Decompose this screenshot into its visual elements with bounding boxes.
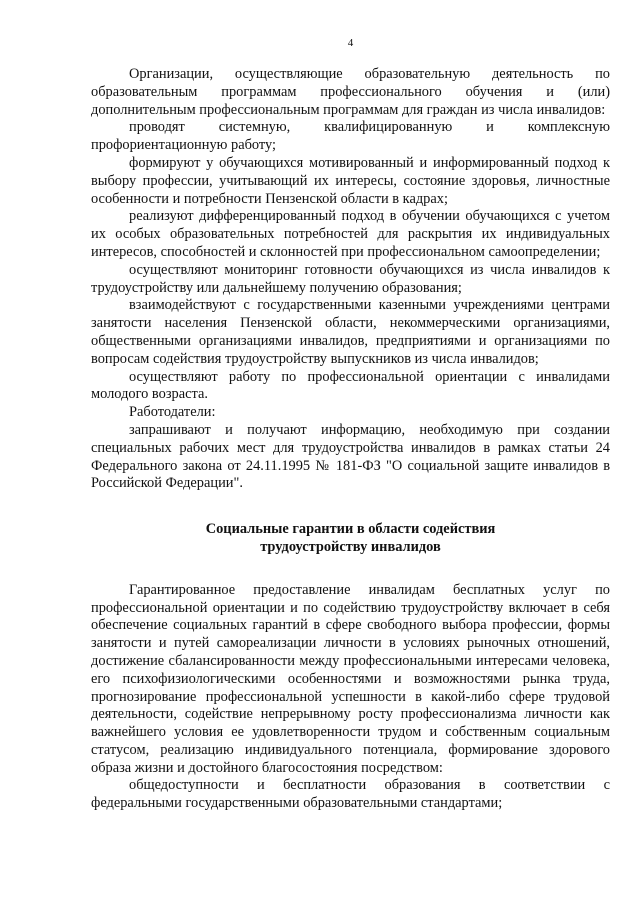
paragraph-form-approach: формируют у обучающихся мотивированный и информированный подход к выбору профессии, учитывающий их интересы, состояние здоровья, личностные особенности и потребности Пензенской области в кадрах; bbox=[91, 154, 610, 207]
paragraph-education-access: общедоступности и бесплатности образования в соответствии с федеральными государственными образовательными стандартами; bbox=[91, 777, 610, 812]
paragraph-differentiated-approach: реализуют дифференцированный подход в обучении обучающихся с учетом их особых образовательных потребностей для раскрытия их индивидуальных интересов, способностей и склонностей при профессиональном самоопределении; bbox=[91, 208, 610, 260]
page-number: 4 bbox=[347, 37, 354, 49]
section-heading bbox=[91, 521, 610, 557]
paragraph-organizations-intro: Организации, осуществляющие образовательную деятельность по образовательным программам профессионального обучения и (или) дополнительным профессиональным программам для граждан из числа инвалидов: bbox=[91, 66, 610, 118]
paragraph-employers: Работодатели: bbox=[129, 404, 216, 421]
section-heading-line1: Социальные гарантии в области содействия bbox=[205, 521, 496, 538]
paragraph-interaction: взаимодействуют с государственными казенными учреждениями центрами занятости населения Пензенской области, некоммерческими организациями, общественными организациями инвалидов, предприятиями и организациями по вопросам содействия трудоустройству выпускников из числа инвалидов; bbox=[91, 297, 610, 367]
section-heading-line2: трудоустройству инвалидов bbox=[260, 538, 441, 555]
paragraph-conduct-work: проводят системную, квалифицированную и комплексную профориентационную работу; bbox=[91, 119, 610, 154]
paragraph-request-info: запрашивают и получают информацию, необходимую при создании специальных рабочих мест для трудоустройства инвалидов в рамках статьи 24 Федерального закона от 24.11.1995 № 181-ФЗ "О социальной защите инвалидов в Российской Федерации". bbox=[91, 421, 610, 492]
paragraph-monitoring: осуществляют мониторинг готовности обучающихся из числа инвалидов к трудоустройству или дальнейшему получению образования; bbox=[91, 261, 610, 296]
paragraph-guarantees: Гарантированное предоставление инвалидам бесплатных услуг по профессиональной ориентации и по содействию трудоустройству включает в себя обеспечение социальных гарантий в сфере свободного выбора профессии, формы занятости и путей самореализации личности в условиях рыночных отношений, достижение сбалансированности между профессиональными интересами человека, его психофизиологическими особенностями и возможностями рынка труда, прогнозирование профессиональной успешности в какой-либо сфере трудовой деятельности, содействие непрерывному росту профессионализма личности как важнейшего условия ее удовлетворенности трудом и собственным социальным статусом, реализацию индивидуального потенциала, формирование здорового образа жизни и достойного благосостояния посредством: bbox=[91, 581, 610, 776]
paragraph-young-disabled: осуществляют работу по профессиональной ориентации с инвалидами молодого возраста. bbox=[91, 368, 610, 403]
